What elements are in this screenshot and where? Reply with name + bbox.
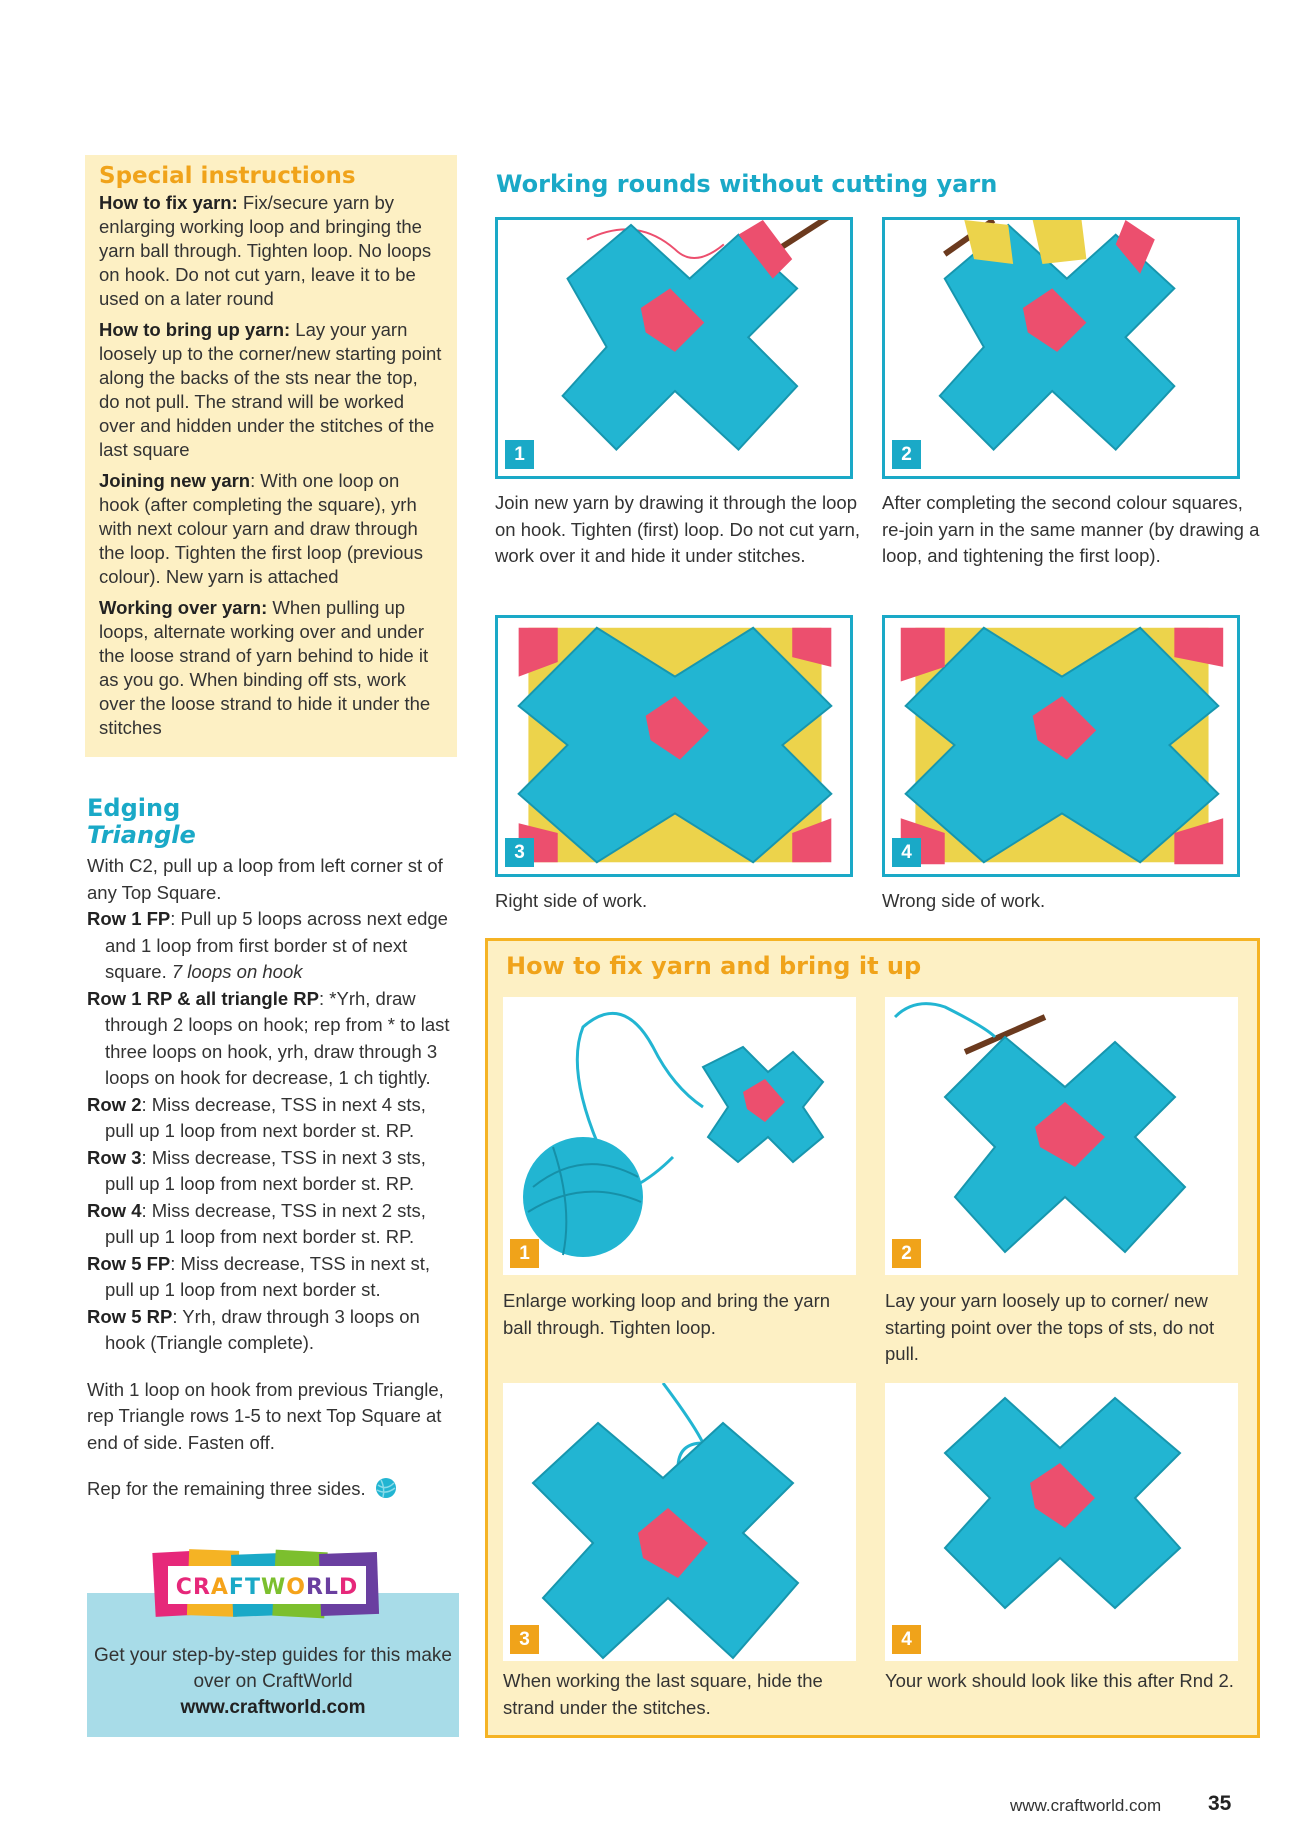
instruction-fix-yarn: How to fix yarn: Fix/secure yarn by enlarging working loop and bringing the yarn ball through. Tighten loop. No loops on hook. Do not cut yarn, leave it to be used on a later round	[99, 192, 432, 309]
edging-row: Row 5 FP: Miss decrease, TSS in next st, pull up 1 loop from next border st.	[87, 1252, 431, 1300]
rounds-photo-4	[882, 615, 1240, 877]
instruction-joining-new-yarn: Joining new yarn: With one loop on hook (after completing the square), yrh with next colour yarn and draw through the loop. Tighten the first loop (previous colour). New yarn is attached	[99, 470, 423, 587]
rounds-photo-2	[882, 217, 1240, 479]
fix-photo-2	[885, 997, 1238, 1275]
edging-row: Row 1 FP: Pull up 5 loops across next edge and 1 loop from first border st of next square. 7 loops on hook	[87, 908, 448, 982]
logo-letter: C	[175, 1575, 193, 1600]
logo-letter: R	[305, 1575, 324, 1600]
logo-letter: R	[192, 1575, 211, 1600]
rounds-caption-2: After completing the second colour squares, re-join yarn in the same manner (by drawing a loop, and tightening the first loop).	[882, 492, 1260, 566]
edging-title: Edging	[87, 794, 181, 822]
fix-photo-3	[503, 1383, 856, 1661]
fix-title: How to fix yarn and bring it up	[506, 952, 922, 980]
step-number-badge: 3	[505, 838, 534, 867]
edging-row: Row 4: Miss decrease, TSS in next 2 sts, pull up 1 loop from next border st. RP.	[87, 1199, 426, 1247]
logo-letter: W	[260, 1575, 287, 1600]
step-number-badge: 1	[505, 440, 534, 469]
page-number: 35	[1208, 1792, 1232, 1815]
rounds-photo-1	[495, 217, 853, 479]
step-number-badge: 3	[510, 1625, 539, 1654]
rounds-caption-1: Join new yarn by drawing it through the loop on hook. Tighten (first) loop. Do not cut yarn, work over it and hide it under stitches.	[495, 492, 861, 566]
fix-caption-1: Enlarge working loop and bring the yarn ball through. Tighten loop.	[503, 1290, 831, 1338]
logo-letter: D	[338, 1575, 359, 1600]
craftworld-url[interactable]: www.craftworld.com	[180, 1697, 366, 1718]
svg-text:CRAFTWORLD	[176, 1575, 358, 1600]
edging-final: Rep for the remaining three sides.	[87, 1476, 459, 1503]
edging-row: Row 3: Miss decrease, TSS in next 3 sts, pull up 1 loop from next border st. RP.	[87, 1146, 426, 1194]
triangle-subtitle: Triangle	[87, 821, 196, 849]
logo-letter: O	[286, 1575, 306, 1600]
rounds-caption-3: Right side of work.	[495, 890, 648, 911]
crochet-photo	[498, 220, 850, 476]
fix-caption-3: When working the last square, hide the strand under the stitches.	[503, 1670, 823, 1718]
instruction-working-over-yarn: Working over yarn: When pulling up loops, alternate working over and under the loose strand of yarn behind to hide it as you go. When binding off sts, work over the loose strand to hide it under the stitches	[99, 597, 431, 738]
logo-letter: F	[228, 1575, 245, 1600]
craftworld-logo	[152, 1548, 382, 1620]
crochet-photo	[503, 997, 856, 1275]
edging-row: Row 2: Miss decrease, TSS in next 4 sts, pull up 1 loop from next border st. RP.	[87, 1093, 426, 1141]
crochet-photo	[885, 997, 1238, 1275]
crochet-photo	[885, 618, 1237, 874]
fix-photo-1	[503, 997, 856, 1275]
edging-section	[87, 795, 459, 1503]
yarn-ball-icon	[375, 1477, 397, 1499]
step-number-badge: 4	[892, 1625, 921, 1654]
crochet-photo	[885, 220, 1237, 476]
special-instructions-box	[85, 155, 457, 757]
crochet-photo	[498, 618, 850, 874]
logo-letter: A	[210, 1575, 229, 1600]
edging-row: Row 1 RP & all triangle RP: *Yrh, draw through 2 loops on hook; rep from * to last three loops on hook, yrh, draw through 3 loops on hook for decrease, 1 ch tightly.	[87, 987, 450, 1088]
step-number-badge: 1	[510, 1239, 539, 1268]
fix-photo-4	[885, 1383, 1238, 1661]
craftworld-tagline: Get your step-by-step guides for this make over on CraftWorld	[94, 1645, 452, 1692]
rounds-title: Working rounds without cutting yarn	[496, 170, 998, 198]
rounds-caption-4: Wrong side of work.	[882, 890, 1046, 911]
logo-letter: T	[244, 1575, 261, 1600]
step-number-badge: 2	[892, 1239, 921, 1268]
crochet-photo	[885, 1383, 1238, 1661]
edging-outro: With 1 loop on hook from previous Triangle, rep Triangle rows 1-5 to next Top Square at end of side. Fasten off.	[87, 1378, 444, 1453]
step-number-badge: 2	[892, 440, 921, 469]
fix-caption-4: Your work should look like this after Rnd 2.	[885, 1670, 1234, 1691]
footer-url[interactable]: www.craftworld.com	[1010, 1796, 1162, 1815]
special-instructions-title: Special instructions	[99, 163, 356, 189]
step-number-badge: 4	[892, 838, 921, 867]
fix-caption-2: Lay your yarn loosely up to corner/ new starting point over the tops of sts, do not pull.	[885, 1290, 1215, 1364]
logo-letter: L	[323, 1575, 339, 1600]
edging-row: Row 5 RP: Yrh, draw through 3 loops on hook (Triangle complete).	[87, 1305, 420, 1353]
rounds-photo-3	[495, 615, 853, 877]
instruction-bring-up-yarn: How to bring up yarn: Lay your yarn loosely up to the corner/new starting point along the backs of the sts near the top, do not pull. The strand will be worked over and hidden under the stitches of the last square	[99, 319, 442, 460]
edging-intro: With C2, pull up a loop from left corner st of any Top Square.	[87, 855, 443, 903]
crochet-photo	[503, 1383, 856, 1661]
